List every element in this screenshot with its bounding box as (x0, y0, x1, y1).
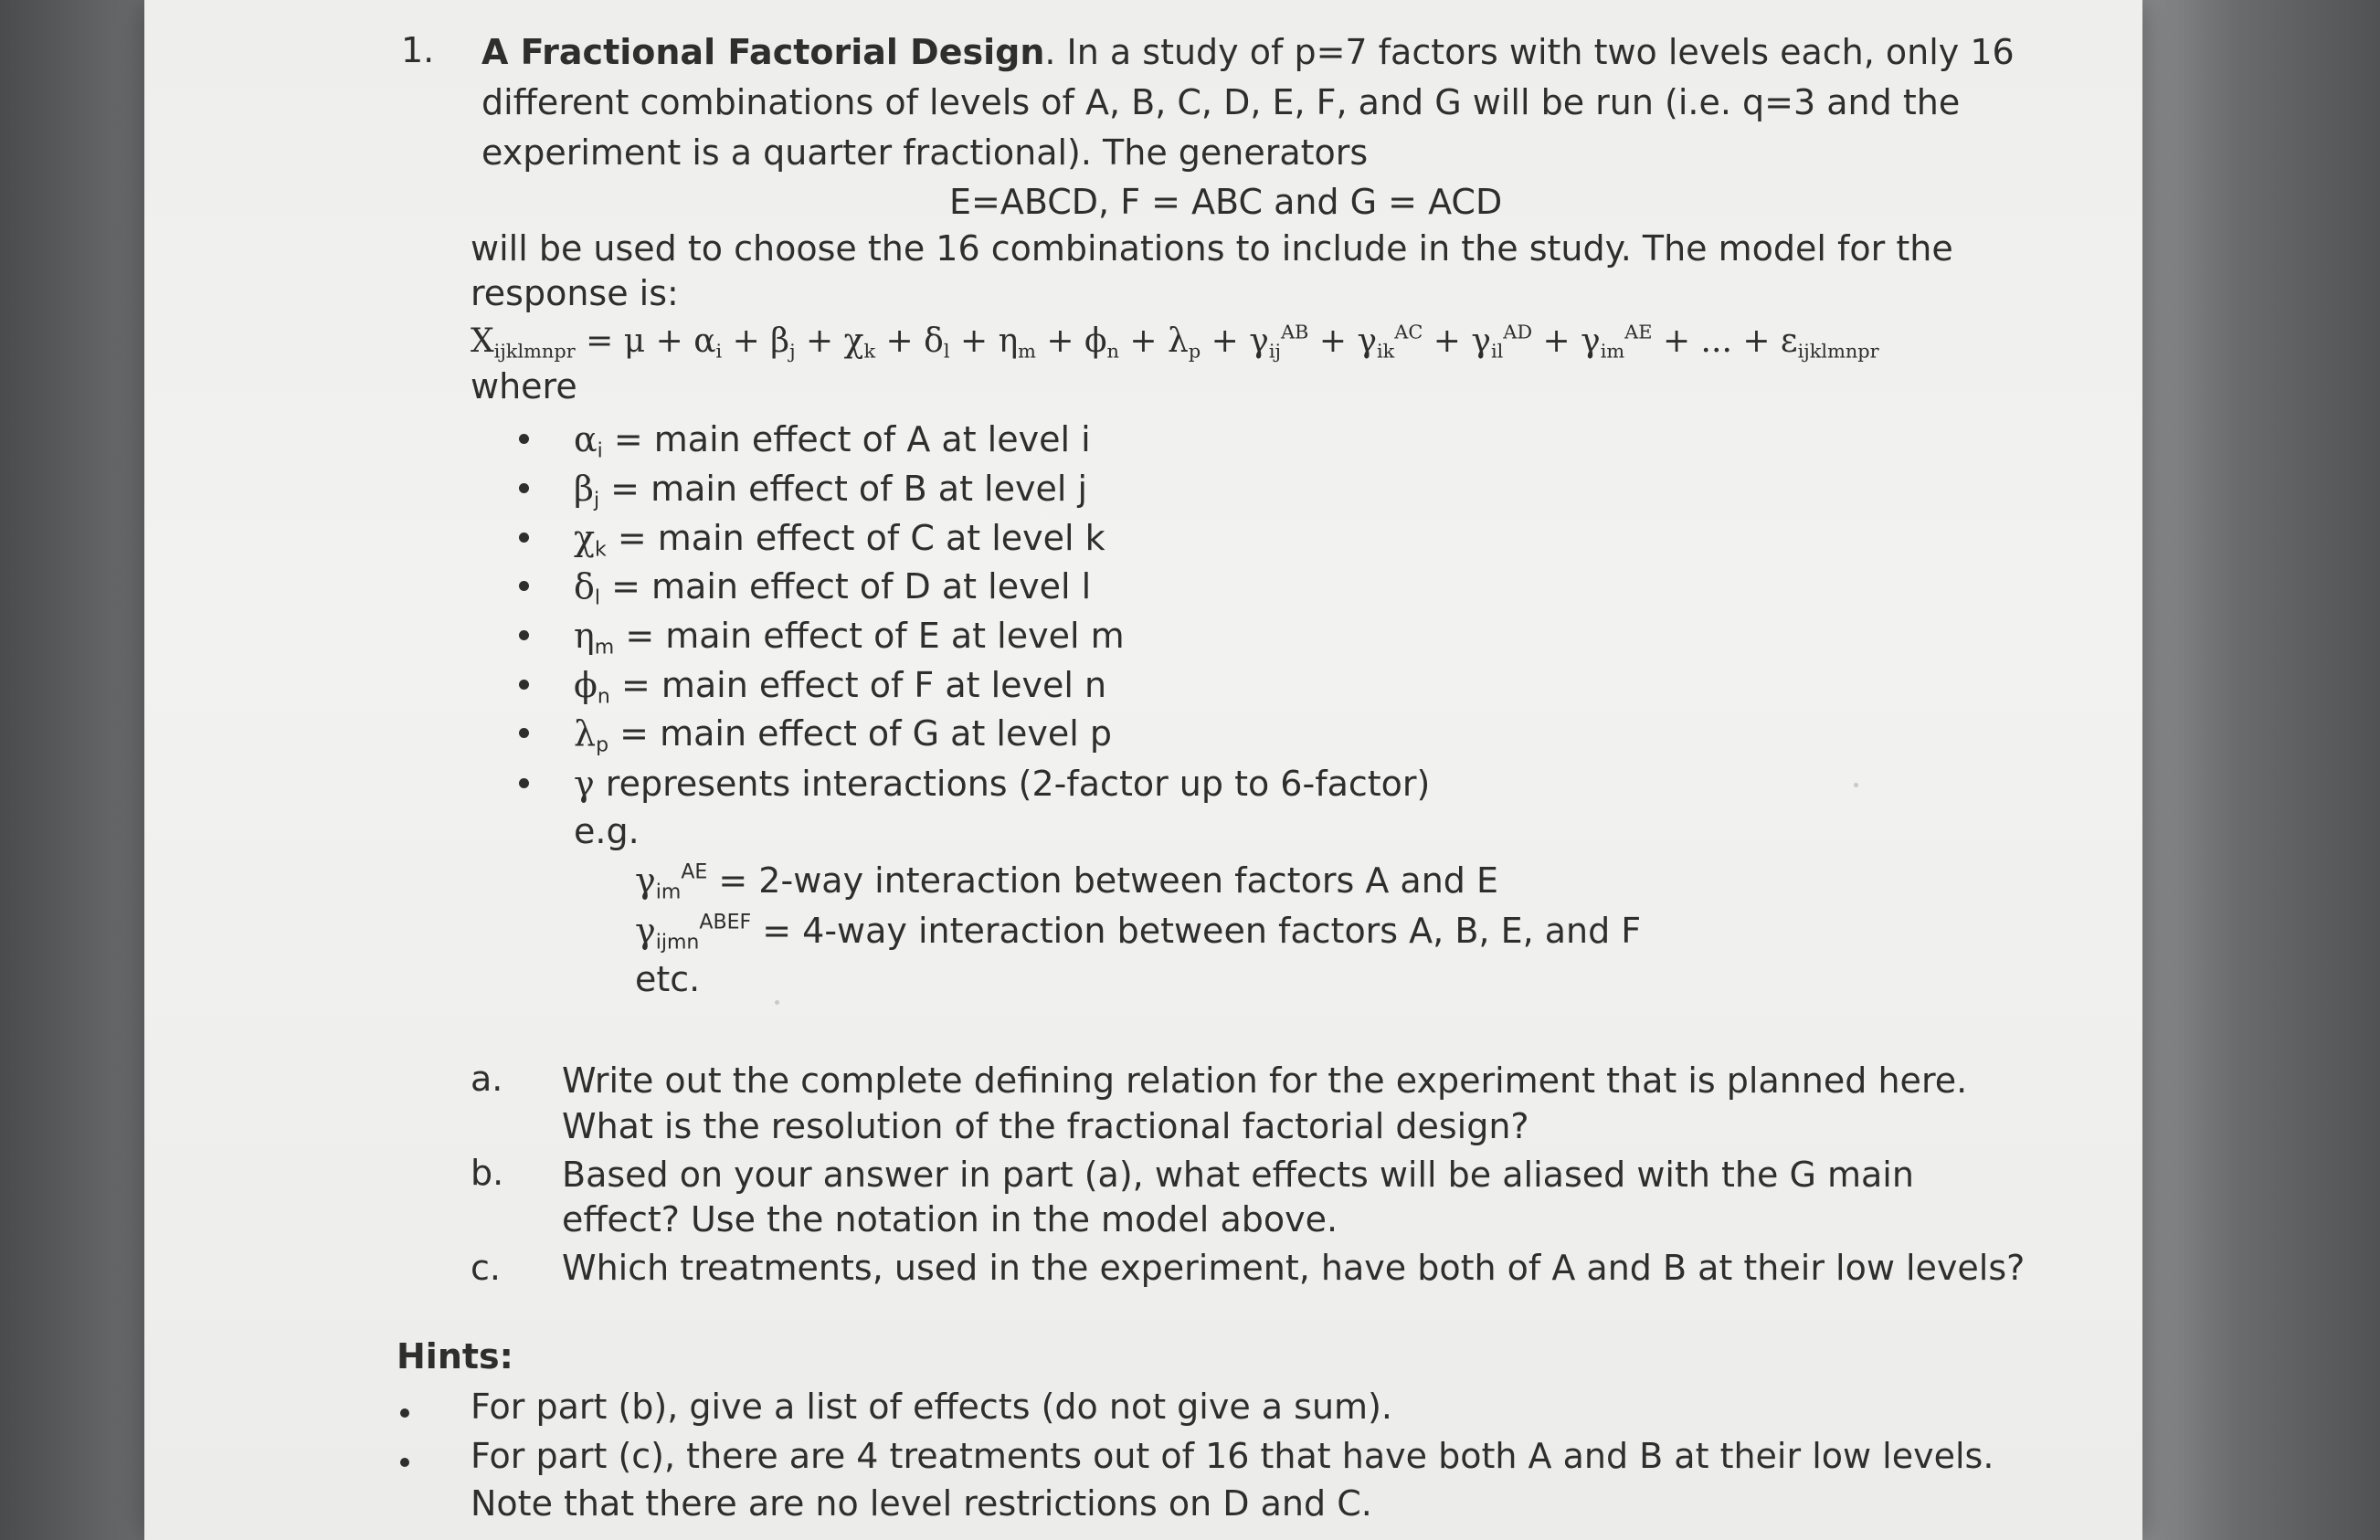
example-item: $\gamma_{im}^{AE} = 2-way$ interaction between factors A and E (635, 860, 1498, 904)
bullet (519, 728, 529, 738)
generators: E=ABCD, F = ABC and G = ACD (949, 182, 1503, 222)
definition-item: γ represents interactions (2-factor up to 6-factor) (574, 764, 1431, 804)
speck (1854, 783, 1858, 787)
document-page (144, 0, 2142, 1540)
bullet (519, 483, 529, 493)
bullet (519, 630, 529, 640)
definition-item: $\delta_l$ = main effect of D at level l (574, 566, 1092, 610)
etc-label: etc. (635, 959, 701, 999)
bullet (400, 1408, 409, 1418)
bullet (519, 533, 529, 543)
part-c-line-1: Which treatments, used in the experiment, have both of A and B at their low levels? (562, 1248, 2026, 1288)
hint-2-line-2: Note that there are no level restrictions on D and C. (471, 1483, 1372, 1524)
example-item: $\gamma_{ijmn}^{ABEF} = 4-way$ interaction between factors A, B, E, and F (635, 911, 1642, 955)
eg-label: e.g. (574, 811, 640, 851)
problem-number: 1. (401, 30, 435, 70)
part-a-line-1: Write out the complete defining relation for the experiment that is planned here. (562, 1060, 1968, 1101)
bullet (400, 1458, 409, 1467)
bullet (519, 581, 529, 591)
background-right-edge (2142, 0, 2380, 1540)
hint-2-line-1: For part (c), there are 4 treatments out of 16 that have both A and B at their low levels. (471, 1436, 1994, 1476)
hint-1-line-1: For part (b), give a list of effects (do not give a sum). (471, 1387, 1392, 1427)
bullet (519, 778, 529, 788)
intro-line-2: different combinations of levels of A, B, C, D, E, F, and G will be run (i.e. q=3 and the (481, 82, 1961, 122)
definition-item: $\eta_m$ = main effect of E at level m (574, 616, 1125, 659)
definition-item: $\beta_j$ = main effect of B at level j (574, 469, 1088, 512)
after-line-1: will be used to choose the 16 combinations to include in the study. The model for the (471, 228, 1953, 269)
part-b-label: b. (471, 1153, 504, 1193)
after-line-2: response is: (471, 273, 679, 313)
part-a-line-2: What is the resolution of the fractional factorial design? (562, 1106, 1529, 1146)
speck (775, 1000, 779, 1005)
bullet (519, 680, 529, 690)
part-b-line-2: effect? Use the notation in the model above. (562, 1199, 1338, 1239)
model-equation: $X_{ijklmnpr} = \mu + \alpha_i + \beta_j + \chi_k + \delta_l + \eta_m + \phi_n + \lambda_p + \gamma_{ij}^{AB} + \gamma_{ik}^{AC} + \gamma_{il}^{AD} + \gamma_{im}^{AE}$ + ... + $\varepsilon_{ijklmnpr}$ (471, 321, 1879, 363)
intro-line-1: . In a study of p=7 factors with two levels each, only 16 (1044, 32, 2015, 72)
problem-title-line (481, 32, 2015, 72)
problem-title: A Fractional Factorial Design (481, 32, 1045, 72)
part-a-label: a. (471, 1059, 503, 1099)
where-label: where (471, 366, 577, 406)
background-left-edge (0, 0, 144, 1540)
hints-title: Hints: (397, 1336, 513, 1377)
bullet (519, 434, 529, 444)
definition-item: $\lambda_p$ = main effect of G at level p (574, 713, 1112, 757)
definition-item: $\chi_k$ = main effect of C at level k (574, 518, 1105, 562)
intro-line-3: experiment is a quarter fractional). The generators (481, 132, 1369, 173)
part-c-label: c. (471, 1248, 501, 1288)
definition-item: $\phi_n$ = main effect of F at level n (574, 665, 1107, 709)
part-b-line-1: Based on your answer in part (a), what effects will be aliased with the G main (562, 1155, 1914, 1195)
definition-item: $\alpha_i$ = main effect of A at level i (574, 419, 1091, 463)
